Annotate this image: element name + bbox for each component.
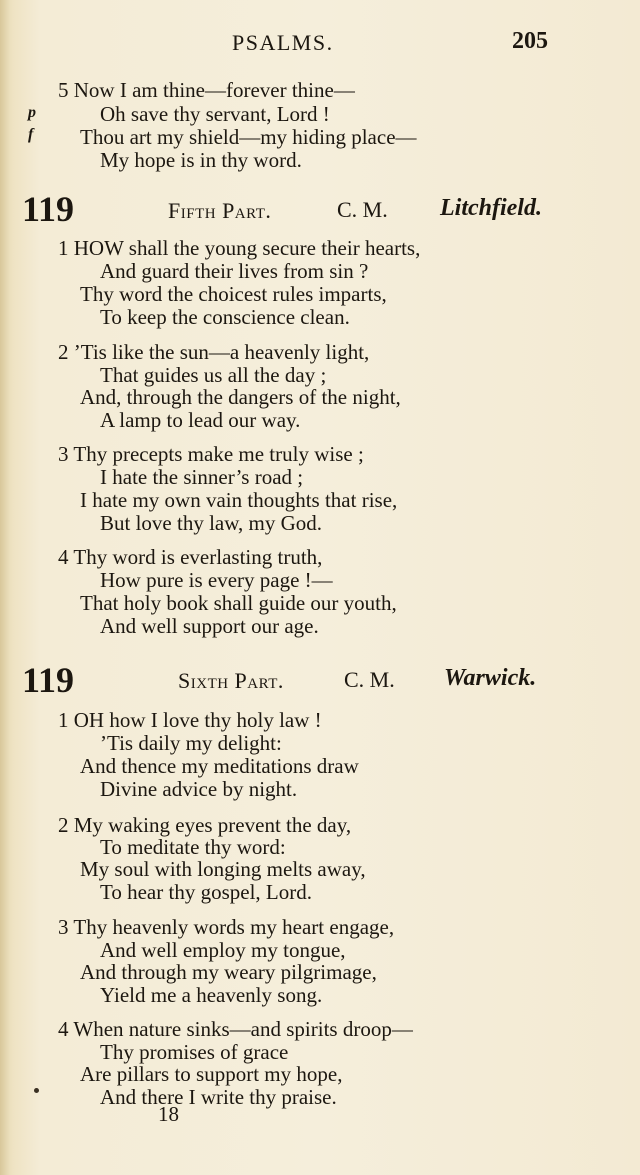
verse-line: But love thy law, my God.: [100, 511, 323, 535]
verse-line: And, through the dangers of the night,: [80, 385, 401, 409]
verse-line: And thence my meditations draw: [80, 754, 359, 778]
verse-line: 2 My waking eyes prevent the day,: [58, 813, 352, 837]
verse-line: My hope is in thy word.: [100, 148, 302, 172]
verse-line: 4 Thy word is everlasting truth,: [58, 545, 323, 569]
verse-line: 4 When nature sinks—and spirits droop—: [58, 1017, 413, 1041]
page-number: 205: [512, 28, 548, 54]
verse-line: 1 HOW shall the young secure their hearts,: [58, 236, 421, 260]
tune-name: Warwick.: [444, 665, 537, 691]
verse-line: And well support our age.: [100, 614, 319, 638]
verse-line: Oh save thy servant, Lord !: [100, 102, 330, 126]
verse-line: A lamp to lead our way.: [100, 408, 301, 432]
dynamic-mark: p: [28, 104, 36, 121]
verse-line: To hear thy gospel, Lord.: [100, 880, 312, 904]
hymn-meter: C. M.: [337, 197, 388, 222]
verse-line: How pure is every page !—: [100, 568, 333, 592]
verse-line: ’Tis daily my delight:: [100, 731, 282, 755]
verse-line: 3 Thy precepts make me truly wise ;: [58, 442, 364, 466]
verse-line: And through my weary pilgrimage,: [80, 960, 377, 984]
verse-line: I hate the sinner’s road ;: [100, 465, 304, 489]
verse-line: And guard their lives from sin ?: [100, 259, 369, 283]
tune-name: Litchfield.: [440, 195, 542, 221]
verse-line: And there I write thy praise.: [100, 1085, 337, 1109]
verse-line: To keep the conscience clean.: [100, 305, 350, 329]
running-head: [0, 30, 640, 62]
verse-line: 5 Now I am thine—forever thine—: [58, 78, 355, 102]
verse-line: Thy promises of grace: [100, 1040, 289, 1064]
verse-line: Yield me a heavenly song.: [100, 983, 323, 1007]
signature-mark: 18: [158, 1102, 179, 1126]
verse-line: 2 ’Tis like the sun—a heavenly light,: [58, 340, 370, 364]
hymn-number: 119: [22, 660, 75, 700]
dynamic-mark: f: [28, 126, 34, 143]
page-edge: [0, 0, 10, 1175]
verse-line: Thy word the choicest rules imparts,: [80, 282, 387, 306]
verse-line: Divine advice by night.: [100, 777, 298, 801]
verse-line: And well employ my tongue,: [100, 938, 346, 962]
hymn-part: Fifth Part.: [168, 198, 272, 223]
verse-line: 3 Thy heavenly words my heart engage,: [58, 915, 395, 939]
verse-line: To meditate thy word:: [100, 835, 286, 859]
verse-line: That guides us all the day ;: [100, 363, 327, 387]
verse-line: I hate my own vain thoughts that rise,: [80, 488, 398, 512]
running-title: PSALMS.: [232, 30, 334, 55]
verse-line: Thou art my shield—my hiding place—: [80, 125, 417, 149]
hymn-meter: C. M.: [344, 667, 395, 692]
verse-line: 1 OH how I love thy holy law !: [58, 708, 322, 732]
hymn-number: 119: [22, 189, 75, 229]
hymn-part: Sixth Part.: [178, 668, 284, 693]
verse-line: Are pillars to support my hope,: [80, 1062, 343, 1086]
verse-line: My soul with longing melts away,: [80, 857, 366, 881]
verse-line: That holy book shall guide our youth,: [80, 591, 397, 615]
ink-speck: [34, 1088, 39, 1093]
